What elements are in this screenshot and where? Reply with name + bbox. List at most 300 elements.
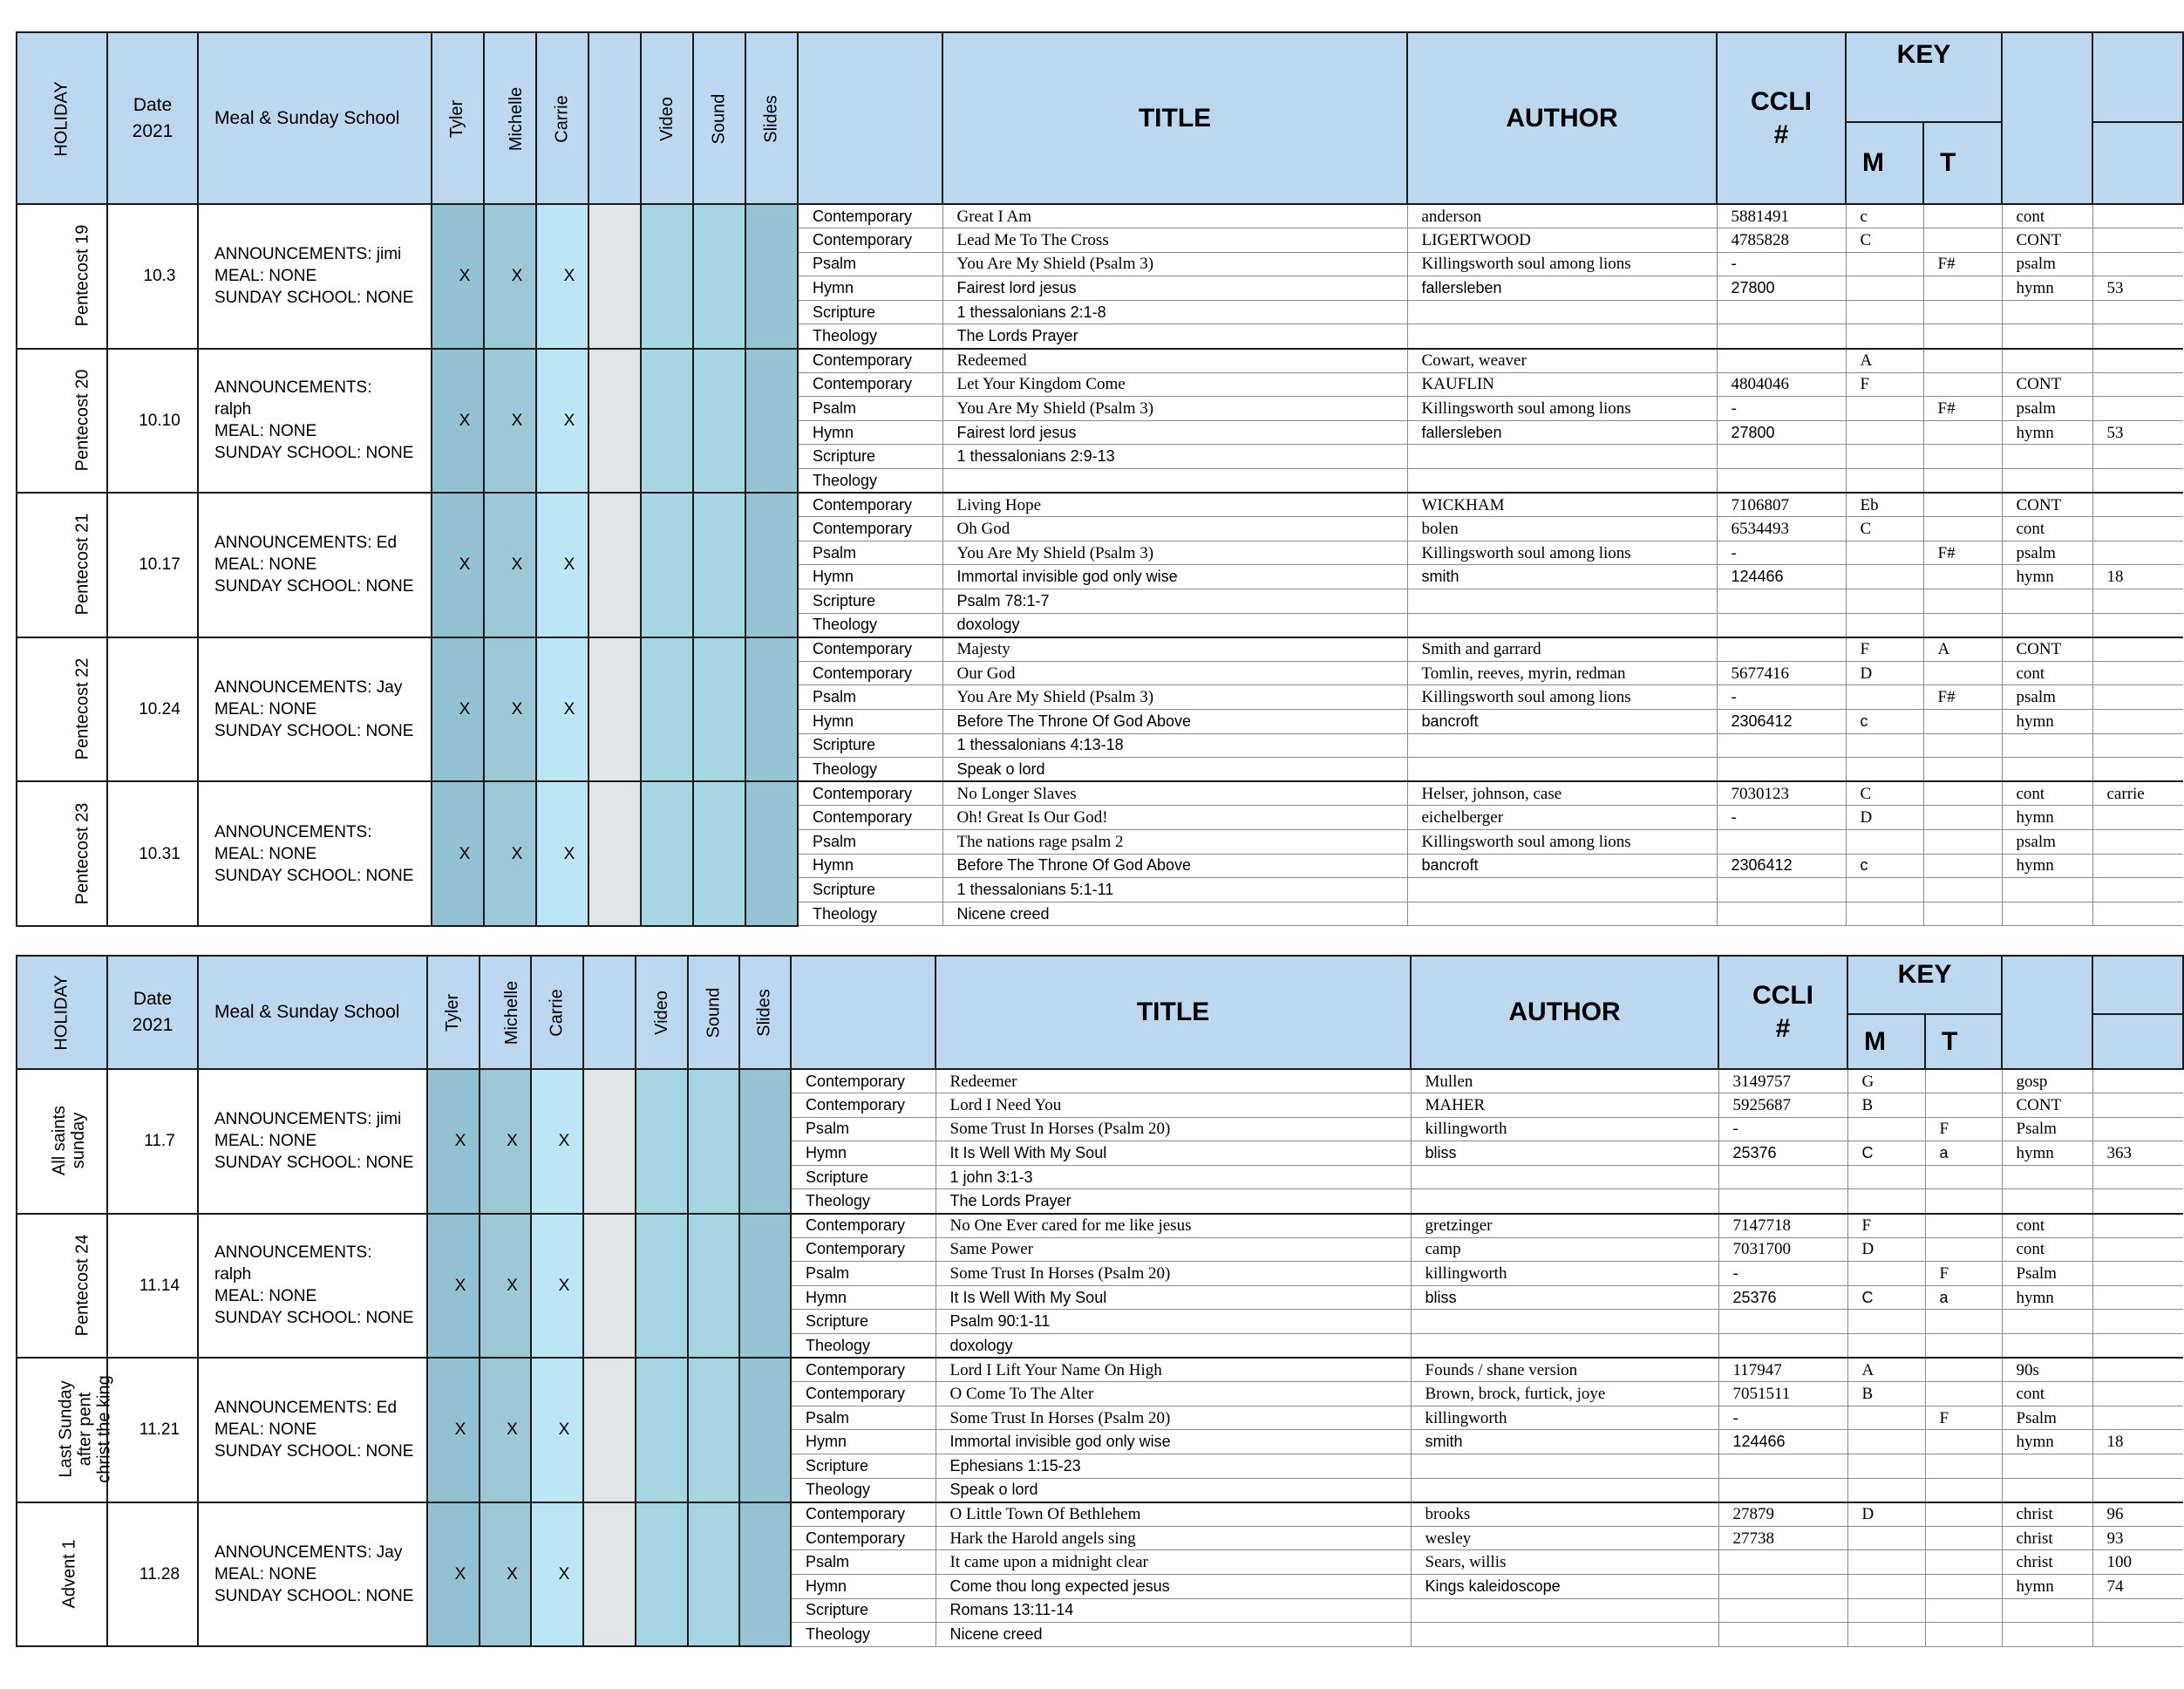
ccli-number: 7147718: [1718, 1214, 1847, 1238]
song-author: [1407, 733, 1717, 758]
song-author: Killingsworth soul among lions: [1407, 252, 1717, 276]
song-author: eichelberger: [1407, 806, 1717, 830]
service-element-type: Theology: [798, 324, 942, 349]
key-m: [1846, 252, 1923, 276]
ccli-number: [1717, 349, 1846, 373]
key-m: [1847, 1165, 1925, 1189]
tyler-mark: X: [427, 1069, 480, 1214]
song-author: gretzinger: [1411, 1214, 1718, 1238]
key-t: [1923, 613, 2002, 637]
song-title: Oh God: [942, 517, 1407, 541]
ccli-number: 7031700: [1718, 1237, 1847, 1262]
holiday-cell: [17, 1214, 107, 1359]
key-t: [1925, 1550, 2002, 1575]
hymnal-number: [2092, 613, 2183, 637]
ccli-number: [1718, 1165, 1847, 1189]
ccli-number: [1717, 613, 1846, 637]
holiday-label: Last Sunday after pent christ the king: [56, 1375, 114, 1483]
carrie-mark: X: [536, 204, 589, 349]
song-author: bancroft: [1407, 854, 1717, 878]
song-style: cont: [2002, 1237, 2092, 1262]
ccli-number: [1717, 902, 1846, 926]
ccli-number: [1717, 324, 1846, 349]
song-author: killingworth: [1411, 1262, 1718, 1286]
song-author: Sears, willis: [1411, 1550, 1718, 1575]
slides-cell: [739, 1069, 791, 1214]
key-m: [1846, 685, 1923, 710]
song-title: Majesty: [942, 637, 1407, 662]
ccli-number: -: [1717, 541, 1846, 565]
michelle-mark: X: [484, 349, 536, 494]
ccli-number: 5925687: [1718, 1093, 1847, 1118]
song-title: Psalm 90:1-11: [936, 1310, 1411, 1334]
author-header: AUTHOR: [1411, 956, 1718, 1069]
service-element-type: Scripture: [791, 1310, 936, 1334]
song-style: [2002, 1165, 2092, 1189]
service-element-type: Contemporary: [798, 204, 942, 228]
key-t: [1925, 1189, 2002, 1214]
ccli-number: [1718, 1478, 1847, 1502]
key-t: F: [1925, 1117, 2002, 1141]
date-cell: 11.14: [107, 1214, 198, 1359]
key-t: [1923, 517, 2002, 541]
song-style: Psalm: [2002, 1406, 2092, 1430]
song-title: It Is Well With My Soul: [936, 1285, 1411, 1310]
ccli-number: 27800: [1717, 276, 1846, 301]
slides-header-label: Slides: [754, 989, 774, 1037]
title-header: TITLE: [942, 32, 1407, 204]
service-element-type: Contemporary: [798, 493, 942, 517]
michelle-mark: X: [480, 1502, 531, 1647]
song-author: Tomlin, reeves, myrin, redman: [1407, 661, 1717, 685]
meal-sunday-school-cell: ANNOUNCEMENTS: ralph MEAL: NONE SUNDAY SCHOOL: NONE: [198, 1214, 427, 1359]
song-title: doxology: [936, 1334, 1411, 1359]
hymnal-number: [2092, 709, 2183, 733]
key-m: D: [1847, 1237, 1925, 1262]
service-element-type: Theology: [798, 758, 942, 782]
song-author: bliss: [1411, 1285, 1718, 1310]
ccli-number: 7106807: [1717, 493, 1846, 517]
ccli-number: 117947: [1718, 1358, 1847, 1382]
key-t: a: [1925, 1141, 2002, 1166]
tyler-mark: X: [432, 349, 484, 494]
hymnal-number: [2092, 252, 2183, 276]
slides-cell: [745, 781, 798, 926]
ccli-header: [1717, 32, 1846, 204]
song-author: [1411, 1478, 1718, 1502]
hymnal-number: [2092, 1262, 2183, 1286]
holiday-cell: [17, 1358, 114, 1502]
hymnal-number: [2092, 1189, 2183, 1214]
key-header: KEY: [1846, 32, 2002, 122]
holiday-header: [17, 956, 107, 1069]
key-m: [1846, 324, 1923, 349]
key-t: [1925, 1310, 2002, 1334]
meal-sunday-school-cell: ANNOUNCEMENTS: Jay MEAL: NONE SUNDAY SCHOOL: NONE: [198, 1502, 427, 1647]
key-m: G: [1847, 1069, 1925, 1093]
ccli-number: [1717, 637, 1846, 662]
key-t: [1925, 1214, 2002, 1238]
song-title: Redeemed: [942, 349, 1407, 373]
key-m: B: [1847, 1093, 1925, 1118]
song-author: [1411, 1623, 1718, 1647]
hymnal-number: [2092, 1406, 2183, 1430]
meal-header: Meal & Sunday School: [198, 32, 432, 204]
ccli-number: 27800: [1717, 420, 1846, 445]
hymnal-number: [2092, 661, 2183, 685]
ccli-number: 5881491: [1717, 204, 1846, 228]
video-cell: [636, 1214, 688, 1359]
key-m: [1847, 1406, 1925, 1430]
ccli-number: [1717, 589, 1846, 614]
song-style: [2002, 300, 2092, 324]
service-element-type: Hymn: [798, 854, 942, 878]
service-element-type: Scripture: [798, 445, 942, 469]
key-t: [1923, 878, 2002, 902]
key-m: F: [1846, 637, 1923, 662]
ccli-number: [1717, 445, 1846, 469]
holiday-cell: [17, 349, 107, 494]
service-element-type: Psalm: [798, 541, 942, 565]
service-element-type: Theology: [798, 902, 942, 926]
song-title: Immortal invisible god only wise: [942, 565, 1407, 589]
song-title: 1 thessalonians 2:1-8: [942, 300, 1407, 324]
date-header-label: Date: [133, 989, 173, 1009]
tyler-mark: X: [432, 781, 484, 926]
song-title: Some Trust In Horses (Psalm 20): [936, 1262, 1411, 1286]
key-t: [1923, 276, 2002, 301]
carrie-mark: X: [531, 1069, 583, 1214]
date-cell: 10.17: [107, 493, 198, 637]
key-t: [1925, 1598, 2002, 1623]
key-t: [1925, 1358, 2002, 1382]
number-header-top: [2092, 32, 2183, 122]
service-element-type: Theology: [791, 1334, 936, 1359]
song-author: Killingsworth soul among lions: [1407, 829, 1717, 854]
song-style: [2002, 878, 2092, 902]
slides-cell: [739, 1358, 791, 1502]
service-element-type: Contemporary: [798, 349, 942, 373]
song-style: psalm: [2002, 541, 2092, 565]
ccli-number: 2306412: [1717, 854, 1846, 878]
song-style: hymn: [2002, 1285, 2092, 1310]
key-m: [1846, 469, 1923, 494]
video-header: [636, 956, 688, 1069]
key-m: [1846, 541, 1923, 565]
key-m: [1847, 1623, 1925, 1647]
blank-cell: [589, 781, 641, 926]
song-title: Redeemer: [936, 1069, 1411, 1093]
carrie-header-label: Carrie: [552, 94, 572, 143]
key-m: F: [1846, 372, 1923, 397]
slides-cell: [739, 1502, 791, 1647]
key-t: [1923, 902, 2002, 926]
hymnal-number: 363: [2092, 1141, 2183, 1166]
song-style: cont: [2002, 781, 2092, 806]
song-author: Kings kaleidoscope: [1411, 1574, 1718, 1598]
video-cell: [636, 1502, 688, 1647]
song-title: 1 thessalonians 2:9-13: [942, 445, 1407, 469]
song-style: psalm: [2002, 397, 2092, 421]
hymnal-number: [2092, 1382, 2183, 1406]
service-element-type: Contemporary: [798, 372, 942, 397]
slides-cell: [745, 493, 798, 637]
hymnal-number: 18: [2092, 565, 2183, 589]
meal-sunday-school-cell: ANNOUNCEMENTS: jimi MEAL: NONE SUNDAY SCHOOL: NONE: [198, 1069, 427, 1214]
hymnal-number: [2092, 1454, 2183, 1479]
number-header-bottom: [2092, 122, 2183, 204]
michelle-header: [484, 32, 536, 204]
key-m: B: [1847, 1382, 1925, 1406]
ccli-number: 4785828: [1717, 228, 1846, 253]
ccli-number: 4804046: [1717, 372, 1846, 397]
date-cell: 10.3: [107, 204, 198, 349]
song-style: CONT: [2002, 637, 2092, 662]
song-style: CONT: [2002, 372, 2092, 397]
ccli-header: [1718, 956, 1847, 1069]
hymnal-number: [2092, 1214, 2183, 1238]
service-element-type: Contemporary: [791, 1358, 936, 1382]
song-author: [1407, 613, 1717, 637]
key-m: A: [1846, 349, 1923, 373]
holiday-label: Pentecost 22: [72, 657, 92, 760]
ccli-number: 25376: [1718, 1285, 1847, 1310]
hymnal-number: [2092, 806, 2183, 830]
key-m: C: [1846, 228, 1923, 253]
service-element-type: Contemporary: [798, 228, 942, 253]
ccli-number: -: [1717, 252, 1846, 276]
hymnal-number: [2092, 1117, 2183, 1141]
hymnal-number: [2092, 1334, 2183, 1359]
service-element-type: Psalm: [791, 1262, 936, 1286]
song-author: Mullen: [1411, 1069, 1718, 1093]
song-title: You Are My Shield (Psalm 3): [942, 541, 1407, 565]
key-t: [1925, 1334, 2002, 1359]
ccli-number: [1717, 300, 1846, 324]
ccli-number: 7051511: [1718, 1382, 1847, 1406]
hymnal-number: [2092, 878, 2183, 902]
michelle-mark: X: [484, 493, 536, 637]
song-style: cont: [2002, 517, 2092, 541]
holiday-cell: [17, 204, 107, 349]
song-author: [1411, 1189, 1718, 1214]
ccli-header-label: CCLI: [1752, 981, 1813, 1010]
key-t: [1925, 1093, 2002, 1118]
blank-cell: [589, 637, 641, 782]
tyler-mark: X: [432, 637, 484, 782]
key-t: [1923, 661, 2002, 685]
meal-sunday-school-cell: ANNOUNCEMENTS: Ed MEAL: NONE SUNDAY SCHOOL: NONE: [198, 493, 432, 637]
hymnal-number: [2092, 1069, 2183, 1093]
service-element-type: Theology: [791, 1478, 936, 1502]
song-author: [1407, 878, 1717, 902]
song-style: christ: [2002, 1526, 2092, 1550]
key-t: [1923, 781, 2002, 806]
ccli-number: [1718, 1550, 1847, 1575]
holiday-label: Pentecost 20: [72, 369, 92, 472]
song-author: [1407, 758, 1717, 782]
ccli-number: 124466: [1717, 565, 1846, 589]
song-author: Killingsworth soul among lions: [1407, 397, 1717, 421]
key-t: F#: [1923, 397, 2002, 421]
song-title: You Are My Shield (Psalm 3): [942, 685, 1407, 710]
song-style: Psalm: [2002, 1117, 2092, 1141]
holiday-header: [17, 32, 107, 204]
song-author: [1407, 445, 1717, 469]
service-element-type: Hymn: [791, 1141, 936, 1166]
song-style: [2002, 902, 2092, 926]
key-t: F#: [1923, 541, 2002, 565]
service-element-type: Psalm: [798, 685, 942, 710]
service-element-type: Theology: [791, 1189, 936, 1214]
song-author: [1411, 1454, 1718, 1479]
hymnal-number: [2092, 1285, 2183, 1310]
ccli-number: [1717, 878, 1846, 902]
song-style: [2002, 1189, 2092, 1214]
holiday-label: All saints sunday: [50, 1105, 88, 1175]
service-element-type: Contemporary: [798, 781, 942, 806]
video-cell: [641, 493, 693, 637]
carrie-mark: X: [536, 349, 589, 494]
hymnal-number: [2092, 902, 2183, 926]
key-m: [1847, 1117, 1925, 1141]
hymnal-number: [2092, 637, 2183, 662]
key-t: [1925, 1069, 2002, 1093]
song-title: It came upon a midnight clear: [936, 1550, 1411, 1575]
song-style: hymn: [2002, 1574, 2092, 1598]
song-title: Before The Throne Of God Above: [942, 854, 1407, 878]
service-element-type: Contemporary: [791, 1093, 936, 1118]
key-t: [1923, 204, 2002, 228]
service-element-type: Psalm: [791, 1406, 936, 1430]
table-row: [17, 1069, 2183, 1093]
blank-cell: [583, 1214, 636, 1359]
song-author: fallersleben: [1407, 420, 1717, 445]
key-m: F: [1847, 1214, 1925, 1238]
song-author: Helser, johnson, case: [1407, 781, 1717, 806]
song-title: 1 thessalonians 5:1-11: [942, 878, 1407, 902]
hymnal-number: [2092, 372, 2183, 397]
key-m: c: [1846, 854, 1923, 878]
key-m: C: [1847, 1141, 1925, 1166]
holiday-cell: [17, 493, 107, 637]
ccli-number: 27738: [1718, 1526, 1847, 1550]
key-m: [1847, 1262, 1925, 1286]
sound-cell: [693, 781, 745, 926]
date-cell: 10.24: [107, 637, 198, 782]
ccli-number: -: [1718, 1117, 1847, 1141]
song-title: Same Power: [936, 1237, 1411, 1262]
ccli-number: 25376: [1718, 1141, 1847, 1166]
service-element-type: Contemporary: [791, 1237, 936, 1262]
ccli-number: 27879: [1718, 1502, 1847, 1527]
song-style: psalm: [2002, 685, 2092, 710]
song-title: Some Trust In Horses (Psalm 20): [936, 1406, 1411, 1430]
key-m: [1846, 902, 1923, 926]
song-title: Living Hope: [942, 493, 1407, 517]
key-m: C: [1846, 517, 1923, 541]
ccli-number: [1718, 1334, 1847, 1359]
holiday-header-label: HOLIDAY: [51, 975, 71, 1051]
meal-sunday-school-cell: ANNOUNCEMENTS: Ed MEAL: NONE SUNDAY SCHOOL: NONE: [198, 1358, 427, 1502]
song-title: Fairest lord jesus: [942, 276, 1407, 301]
song-title: You Are My Shield (Psalm 3): [942, 397, 1407, 421]
service-element-type: Scripture: [798, 733, 942, 758]
blank-cell: [583, 1358, 636, 1502]
song-title: The Lords Prayer: [942, 324, 1407, 349]
key-header: KEY: [1847, 956, 2002, 1014]
song-title: You Are My Shield (Psalm 3): [942, 252, 1407, 276]
ccli-number: [1718, 1310, 1847, 1334]
song-title: Speak o lord: [942, 758, 1407, 782]
song-author: [1411, 1334, 1718, 1359]
meal-sunday-school-cell: ANNOUNCEMENTS: ralph MEAL: NONE SUNDAY SCHOOL: NONE: [198, 349, 432, 494]
carrie-mark: X: [531, 1358, 583, 1502]
key-m: C: [1846, 781, 1923, 806]
song-author: MAHER: [1411, 1093, 1718, 1118]
song-author: fallersleben: [1407, 276, 1717, 301]
slides-cell: [745, 349, 798, 494]
meal-sunday-school-cell: ANNOUNCEMENTS: Jay MEAL: NONE SUNDAY SCHOOL: NONE: [198, 637, 432, 782]
key-m: [1847, 1189, 1925, 1214]
hymnal-number: [2092, 1165, 2183, 1189]
service-element-type: Contemporary: [791, 1069, 936, 1093]
song-author: [1407, 589, 1717, 614]
key-m: [1847, 1550, 1925, 1575]
song-author: Smith and garrard: [1407, 637, 1717, 662]
sound-cell: [688, 1069, 739, 1214]
service-element-type: Hymn: [798, 420, 942, 445]
ccli-number-sign: #: [1773, 119, 1789, 149]
video-header: [641, 32, 693, 204]
song-style: hymn: [2002, 420, 2092, 445]
sound-cell: [693, 493, 745, 637]
song-title: No One Ever cared for me like jesus: [936, 1214, 1411, 1238]
michelle-header: [480, 956, 531, 1069]
hymnal-number: 100: [2092, 1550, 2183, 1575]
blank-header: [589, 32, 641, 204]
hymnal-number: [2092, 1598, 2183, 1623]
key-m: [1846, 276, 1923, 301]
song-title: Lord I Need You: [936, 1093, 1411, 1118]
song-style: [2002, 613, 2092, 637]
song-title: 1 john 3:1-3: [936, 1165, 1411, 1189]
ccli-number: [1717, 469, 1846, 494]
song-style: christ: [2002, 1550, 2092, 1575]
song-style: [2002, 324, 2092, 349]
michelle-mark: X: [480, 1214, 531, 1359]
song-title: 1 thessalonians 4:13-18: [942, 733, 1407, 758]
song-author: killingworth: [1411, 1406, 1718, 1430]
key-m: [1846, 758, 1923, 782]
song-style: [2002, 469, 2092, 494]
song-author: bolen: [1407, 517, 1717, 541]
tyler-mark: X: [432, 493, 484, 637]
service-element-type: Contemporary: [791, 1214, 936, 1238]
song-title: The Lords Prayer: [936, 1189, 1411, 1214]
hymnal-number: 53: [2092, 276, 2183, 301]
song-style: 90s: [2002, 1358, 2092, 1382]
key-m: Eb: [1846, 493, 1923, 517]
table-row: [17, 493, 2183, 517]
blank-cell: [583, 1069, 636, 1214]
song-author: anderson: [1407, 204, 1717, 228]
key-t: [1923, 806, 2002, 830]
ccli-number: 5677416: [1717, 661, 1846, 685]
key-m-header: M: [1847, 1014, 1925, 1069]
song-author: [1411, 1310, 1718, 1334]
sound-header: [688, 956, 739, 1069]
